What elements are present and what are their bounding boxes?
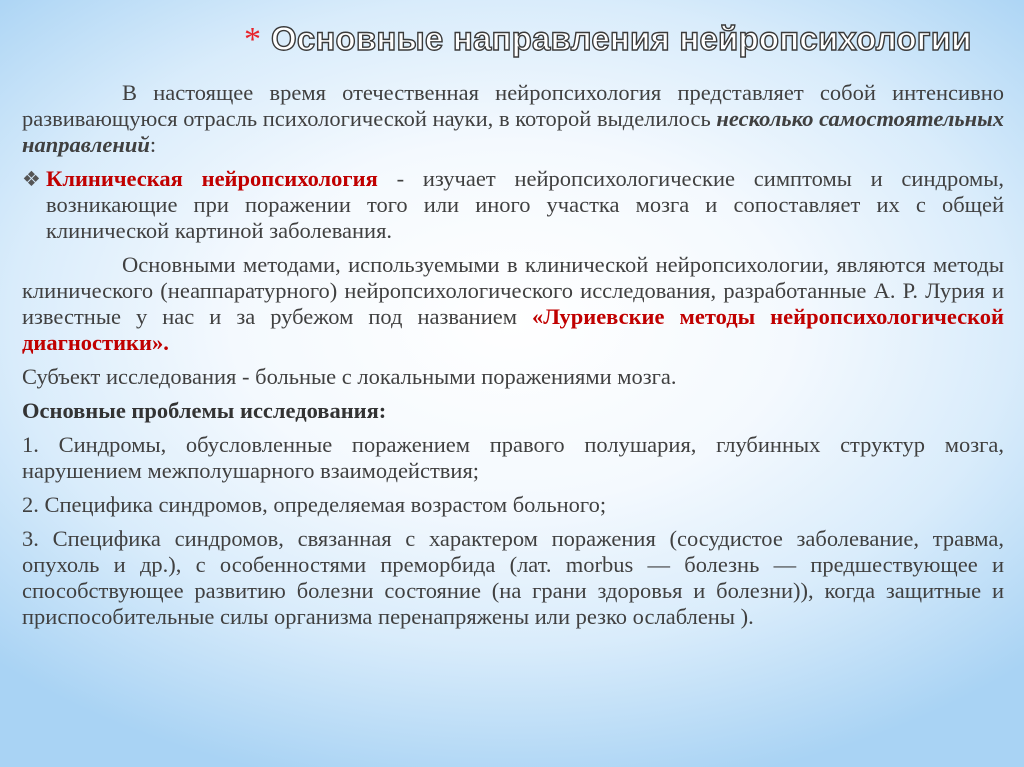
title-text: Основные направления нейропсихологии — [271, 20, 972, 57]
slide-body — [22, 80, 1004, 638]
methods-highlight: «Луриевские методы нейропсихологической диагностики». — [22, 304, 1004, 355]
four-diamond-bullet-icon: ❖ — [22, 167, 41, 191]
methods-text: Основными методами, используемыми в клинической нейропсихологии, являются методы клинического (неаппаратурного) нейропсихологического исследования, разработанные А. Р. Лурия и известные у нас и за рубежом под названием — [22, 252, 1004, 329]
title-star-icon: * — [244, 21, 261, 58]
problem-item: 3. Специфика синдромов, связанная с характером поражения (сосудистое заболевание, травма, опухоль и др.), с особенностями преморбида (лат. morbus — болезнь — предшествующее и способствующее развитию болезни состояние (на грани здоровья и болезни)), когда защитные и приспособительные силы организма перенапряжены или резко ослаблены ). — [22, 526, 1004, 629]
problems-heading: Основные проблемы исследования: — [22, 398, 387, 423]
bullet-text: - изучает нейропсихологические симптомы и синдромы, возникающие при поражении того или иного участка мозга и сопоставляет их с общей клинической картиной заболевания. — [46, 166, 1004, 243]
slide-title — [244, 12, 1004, 66]
bullet-clinical — [22, 166, 1004, 244]
intro-paragraph — [22, 80, 1004, 158]
subject-paragraph: Субъект исследования - больные с локальными поражениями мозга. — [22, 364, 677, 389]
problem-item: 2. Специфика синдромов, определяемая возрастом больного; — [22, 492, 607, 517]
intro-text: В настоящее время отечественная нейропсихология представляет собой интенсивно развивающуюся отрасль психологической науки, в которой выделилось — [22, 80, 1004, 131]
bullet-term: Клиническая нейропсихология — [46, 166, 378, 191]
intro-emphasis: несколько самостоятельных направлений — [22, 106, 1004, 157]
problem-item: 1. Синдромы, обусловленные поражением правого полушария, глубинных структур мозга, нарушением межполушарного взаимодействия; — [22, 432, 1004, 483]
methods-paragraph — [22, 252, 1004, 356]
intro-end: : — [149, 132, 157, 157]
